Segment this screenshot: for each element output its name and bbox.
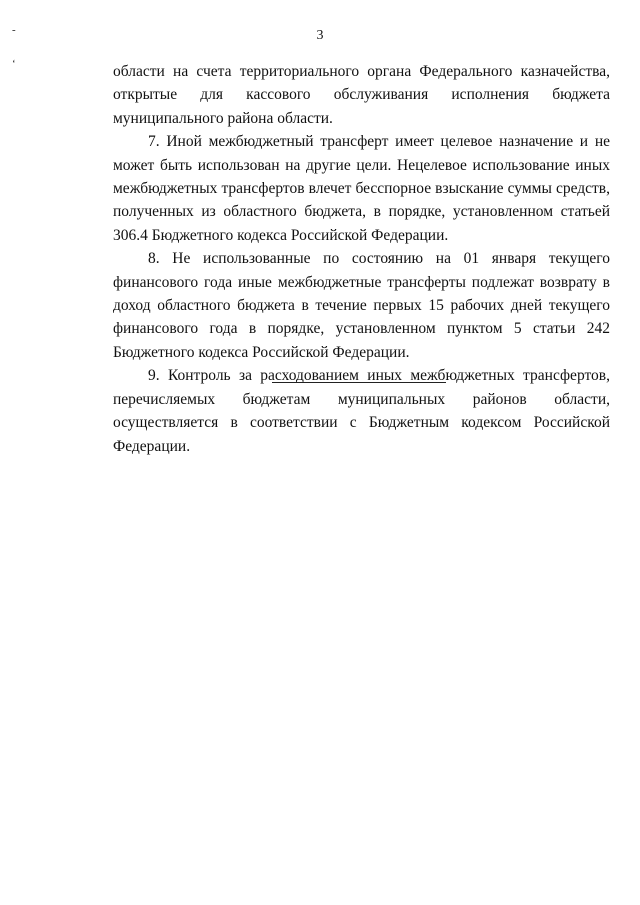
page-number: 3 — [316, 28, 324, 43]
paragraph-item-7: 7. Иной межбюджетный трансферт имеет целевое назначение и не может быть использован на другие цели. Нецелевое использование иных межбюджетных трансфертов влечет бесспорное взыскание суммы средств, полученных из областного бюджета, в порядке, установленном статьей 306.4 Бюджетного кодекса Российской Федерации. — [113, 133, 610, 244]
margin-mark: - — [12, 24, 16, 36]
margin-mark: ‘ — [12, 58, 16, 70]
paragraph-continuation: области на счета территориального органа Федерального казначейства, открытые для кассового обслуживания исполнения бюджета муниципального района области. — [113, 63, 610, 127]
paragraph-item-8: 8. Не использованные по состоянию на 01 января текущего финансового года иные межбюджетные трансферты подлежат возврату в доход областного бюджета в течение первых 15 рабочих дней текущего финансового года в порядке, установленном пунктом 5 статьи 242 Бюджетного кодекса Российской Федерации. — [113, 250, 610, 361]
end-of-text-divider — [272, 382, 446, 383]
paragraph-item-9: 9. Контроль за расходованием иных межбюджетных трансфертов, перечисляемых бюджетам муниципальных районов области, осуществляется в соответствии с Бюджетным кодексом Российской Федерации. — [113, 367, 610, 455]
document-body — [113, 60, 610, 458]
